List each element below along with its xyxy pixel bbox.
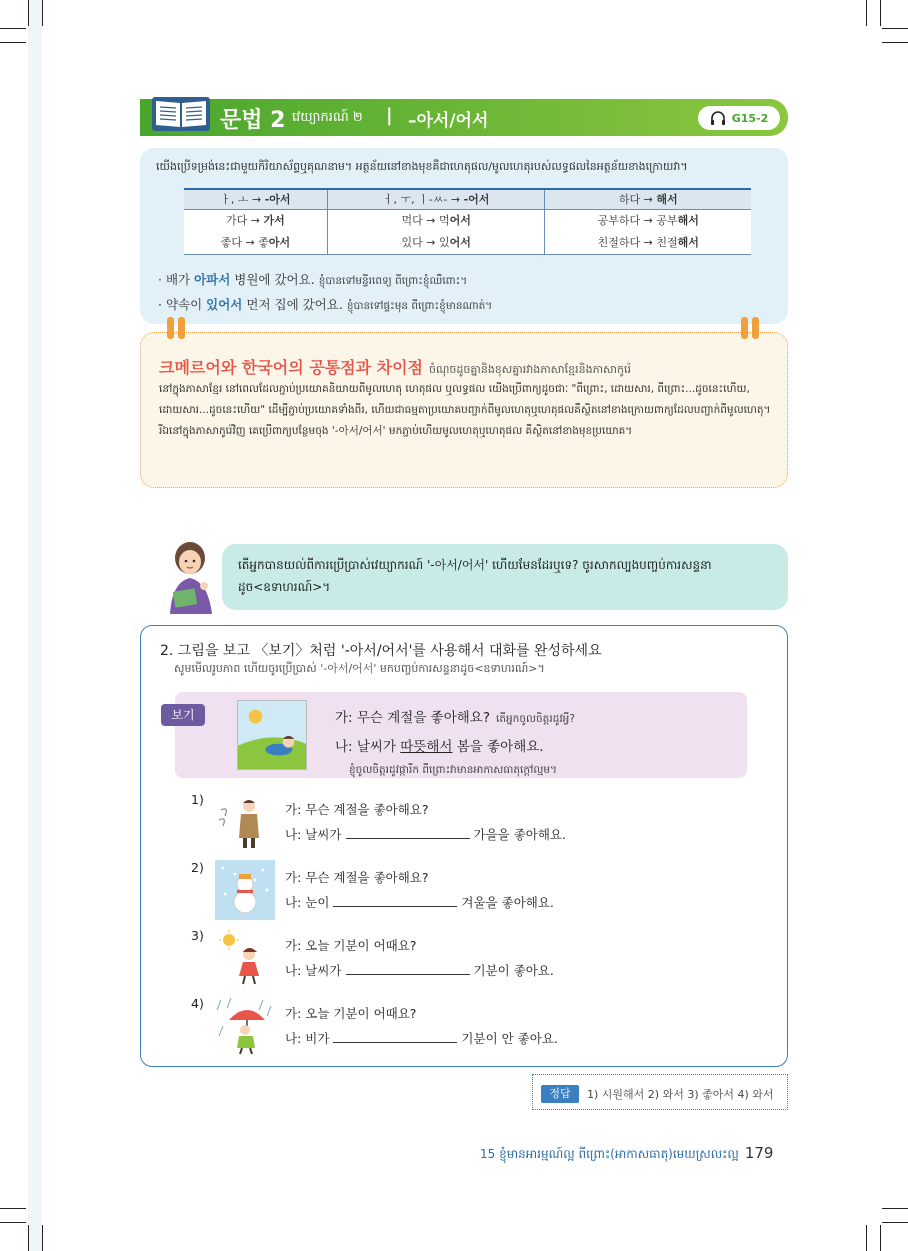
answer-key-label: 정답: [541, 1085, 579, 1103]
exercise-question: 2. 그림을 보고 〈보기〉처럼 '-아서/어서'를 사용해서 대화를 완성하세요: [160, 643, 602, 659]
answer-blank[interactable]: [346, 963, 470, 975]
crop-mark: [42, 1225, 43, 1251]
answer-key-text: 1) 시원해서 2) 와서 3) 좋아서 4) 와서: [587, 1088, 774, 1101]
grammar-title-khmer: វេយ្យាករណ៍ ២: [292, 110, 363, 125]
grammar-pattern: –아서/어서: [408, 111, 489, 131]
exercise-panel: 2. 그림을 보고 〈보기〉처럼 '-아서/어서'를 사용해서 대화를 완성하세요 សូមមើលរូបភាព ហើយចូរប្រើប្រាស់ '-아서/어서' មកបញ្ចប់ការសន្ទនាដូច<ឧទាហរណ៍>។ 보기 가: 무슨 계절을 좋아해요? តើអ្នកចូលចិត្តរដូវអ្វី? 나: 날씨가 따뜻해서 봄을 좋아해요. ខ្ញុំចូលចិត្តរដូវផ្ការីក ពីព្រោះវាមានអាកាសធាតុក្តៅល្មម។ 1) 가: 무슨 계절을 좋아해요? 나: 날씨가 가을을 좋아해요. 2) 가: 무슨 계절을 좋아해요? 나: 눈이 겨울을 좋아해요. 3) 가: 오늘 기분이 어때요? 나: 날씨가 기분이 좋아요. 4) 가: 오늘 기분이 어때요? 나: 비가 기분이 안 좋아요.: [140, 625, 788, 1067]
grammar-title: 문법 2: [220, 108, 286, 133]
audio-code: G15-2: [731, 111, 769, 125]
quote-mark-icon: [167, 317, 189, 339]
crop-mark: [866, 1225, 867, 1251]
table-header: ㅓ, ㅜ, ㅣ-ㅆ- → -어서: [327, 189, 545, 209]
table-header-row: [184, 189, 751, 209]
crop-mark: [0, 1208, 26, 1209]
crop-mark: [882, 1222, 908, 1223]
table-cell: 먹다 → 먹어서 있다 → 있어서: [327, 209, 545, 254]
crop-mark: [866, 0, 867, 26]
audio-track-button[interactable]: [698, 106, 780, 130]
quote-mark-icon: [741, 317, 763, 339]
explanation-intro: យើងប្រើទម្រង់នេះជាមួយកិរិយាស័ព្ទឬគុណនាម។ អត្ថន័យនៅខាងមុខគឺជាហេតុផល/មូលហេតុរបស់លទ្ធផលនៃអត្ថន័យខាងក្រោយវា។: [156, 160, 688, 173]
teacher-prompt: [222, 544, 788, 610]
open-book-icon: [150, 95, 212, 133]
crop-mark: [880, 0, 881, 26]
answer-blank[interactable]: [346, 827, 470, 839]
example-sentence: · 약속이 있어서 먼저 집에 갔어요. ខ្ញុំបានទៅផ្ទះមុន ពីព្រោះខ្ញុំមានណាត់។: [158, 297, 493, 312]
crop-mark: [28, 1225, 29, 1251]
crop-mark: [42, 0, 43, 26]
crop-mark: [0, 42, 26, 43]
table-cell: 공부하다 → 공부해서 친절하다 → 친절해서: [545, 209, 751, 254]
example-dialogue: 가: 무슨 계절을 좋아해요? តើអ្នកចូលចិត្តរដូវអ្វី? 나: 날씨가 따뜻해서 봄을 좋아해요. ខ្ញុំចូលចិត្តរដូវផ្ការីក ពីព្រោះវាមានអាកាសធាតុក្តៅល្មម។: [335, 710, 575, 776]
autumn-wind-image: [215, 792, 275, 852]
margin-strip: [28, 0, 42, 1251]
explanation-box: [140, 148, 788, 324]
table-row: [184, 209, 751, 254]
title-separator: |: [386, 105, 393, 126]
example-label: 보기: [161, 704, 205, 726]
snowman-image: [215, 860, 275, 920]
comparison-title: 크메르어와 한국어의 공통점과 차이점 ចំណុចដូចគ្នានិងខុសគ្នារវាងភាសាខ្មែរនិងភាសាកូរ៉េ: [159, 358, 631, 377]
crop-mark: [0, 28, 26, 29]
rain-umbrella-image: [215, 996, 275, 1056]
example-sentence: · 배가 아파서 병원에 갔어요. ខ្ញុំបានទៅមន្ទីរពេទ្យ ពីព្រោះខ្ញុំឈឺពោះ។: [158, 272, 468, 287]
sunny-girl-image: [215, 928, 275, 988]
grammar-header: [140, 99, 788, 136]
headphones-icon: [710, 111, 726, 125]
comparison-box: [140, 332, 788, 488]
table-cell: 가다 → 가서 좋다 → 좋아서: [184, 209, 327, 254]
crop-mark: [882, 42, 908, 43]
spring-scene-image: [237, 700, 307, 770]
crop-mark: [880, 1225, 881, 1251]
page-number: 179: [744, 1144, 774, 1162]
answer-blank[interactable]: [333, 1031, 457, 1043]
crop-mark: [28, 0, 29, 26]
exercise-question-khmer: សូមមើលរូបភាព ហើយចូរប្រើប្រាស់ '-아서/어서' មកបញ្ចប់ការសន្ទនាដូច<ឧទាហរណ៍>។: [174, 662, 545, 675]
answer-key-box: [532, 1074, 788, 1110]
crop-mark: [882, 28, 908, 29]
conjugation-table: [184, 188, 751, 255]
crop-mark: [882, 1208, 908, 1209]
crop-mark: [0, 1222, 26, 1223]
teacher-illustration: [160, 538, 224, 614]
chapter-title: 15 ខ្ញុំមានអារម្មណ៍ល្អ ពីព្រោះ(អាកាសធាតុ)មេឃស្រលះល្អ: [480, 1147, 739, 1161]
page-footer: [480, 1144, 773, 1164]
answer-blank[interactable]: [333, 895, 457, 907]
table-header: ㅏ, ㅗ → -아서: [184, 189, 327, 209]
comparison-body: នៅក្នុងភាសាខ្មែរ នៅពេលដែលភ្ជាប់ប្រយោគនិយាយពីមូលហេតុ ហេតុផល ឬលទ្ធផល យើងប្រើពាក្យដូចជាៈ "ពីព្រោះ, ដោយសារ, ពីព្រោះ...ដូចនេះហើយ, ដោយសារ...ដូចនេះហើយ" ដើម្បីភ្ជាប់ប្រយោគទាំងពីរ, ហើយជាធម្មតាប្រយោគបញ្ជាក់ពីមូលហេតុឬហេតុផលគឺស្ថិតនៅខាងក្រោយពាក្យដែលបញ្ជាក់ពីមូលហេតុ។ រីឯនៅក្នុងភាសាកូរ៉េវិញ គេប្រើពាក្យបន្ថែមចុង '-아서/어서' មកភ្ជាប់ហើយមូលហេតុឬហេតុផល គឺស្ថិតនៅខាងមុខប្រយោគ។: [159, 383, 771, 437]
table-header: 하다 → 해서: [545, 189, 751, 209]
prompt-text: តើអ្នកបានយល់ពីការប្រើប្រាស់វេយ្យាករណ៍ '-아서/어서' ហើយមែនដែរឬទេ? ចូរសាកល្បងបញ្ចប់ការសន្ទនាដូច<ឧទាហរណ៍>។: [238, 558, 712, 594]
